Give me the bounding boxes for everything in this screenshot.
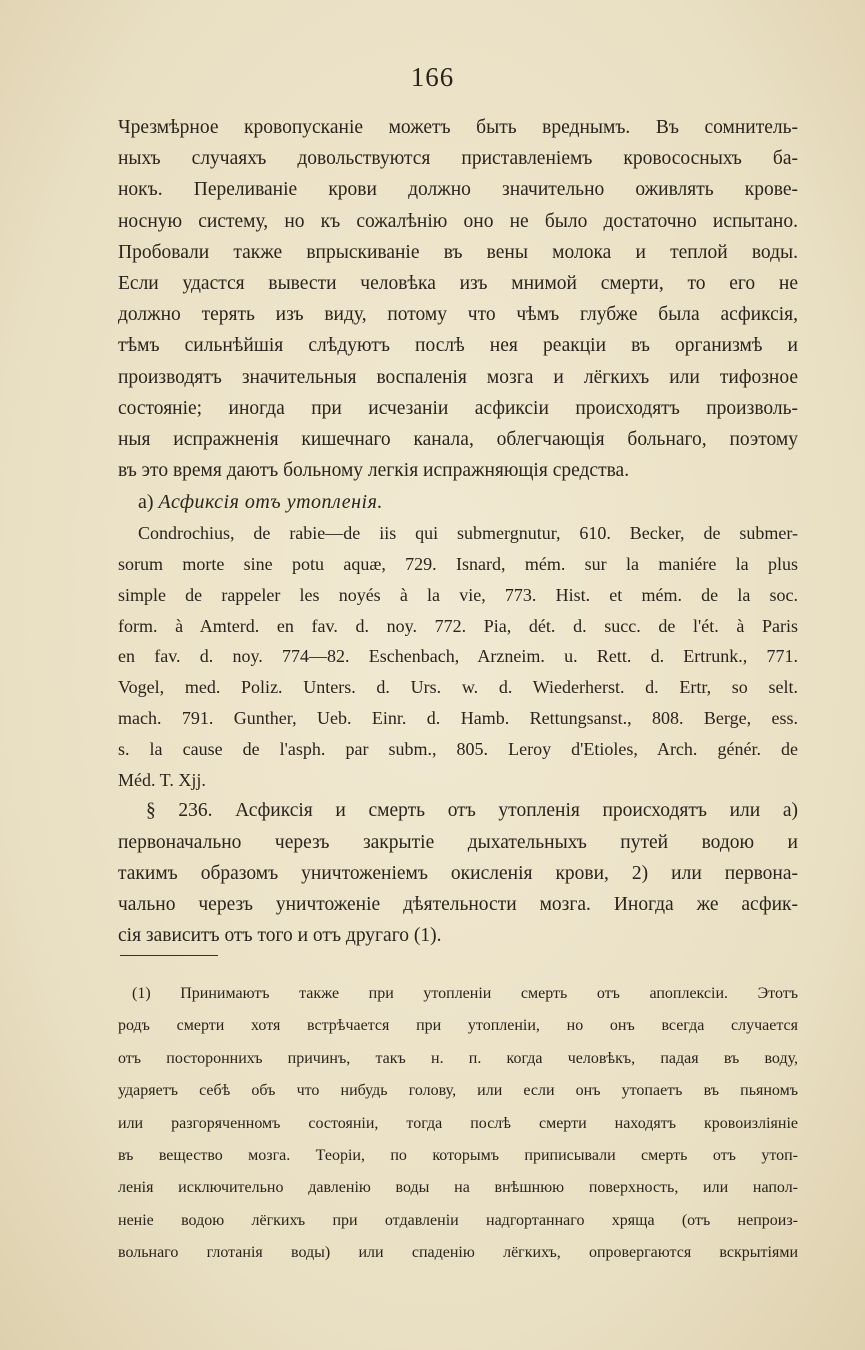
footnote-line: неніе водою лёгкихъ при отдавленіи надгортаннаго хряща (отъ непроиз- [118, 1211, 798, 1229]
text-line: § 236. Асфиксія и смерть отъ утопленія происходятъ или а) [146, 800, 798, 822]
text-line: въ это время даютъ больному легкія испражняющія средства. [118, 460, 630, 482]
footnote-line: ударяетъ себѣ объ что нибудь голову, или если онъ утопаетъ въ пьяномъ [118, 1082, 798, 1100]
text-line: чально черезъ уничтоженіе дѣятельности мозга. Иногда же асфик- [118, 893, 798, 915]
text-line: такимъ образомъ уничтоженіемъ окисленія крови, 2) или первона- [118, 862, 798, 884]
text-line: производятъ значительныя воспаленія мозга и лёгкихъ или тифозное [118, 366, 798, 388]
bibliography-line: Méd. T. Xjj. [118, 769, 206, 790]
bibliography-line: Vogel, med. Poliz. Unters. d. Urs. w. d. Wiederherst. d. Ertr, so selt. [118, 677, 798, 698]
section-marker: а) [138, 491, 154, 514]
text-line: носную систему, но къ сожалѣнію оно не было достаточно испытано. [118, 210, 798, 232]
text-line: первоначально черезъ закрытіе дыхательныхъ путей водою и [118, 831, 798, 853]
footnote-line: ленія исключительно давленію воды на внѣшнюю поверхность, или напол- [118, 1179, 798, 1197]
bibliography-line: mach. 791. Gunther, Ueb. Einr. d. Hamb. Rettungsanst., 808. Berge, ess. [118, 708, 798, 729]
text-line: ныхъ случаяхъ довольствуются приставленіемъ кровососныхъ ба- [118, 148, 798, 170]
text-line: должно терять изъ виду, потому что чѣмъ глубже была асфиксія, [118, 304, 798, 326]
footnote-divider [120, 955, 218, 956]
bibliography-line: form. à Amterd. en fav. d. noy. 772. Pia, dét. d. succ. de l'ét. à Paris [118, 615, 798, 636]
footnote [118, 978, 798, 1270]
main-text [118, 112, 798, 951]
paragraph-section-236 [118, 795, 798, 951]
text-line: нокъ. Переливаніе крови должно значительно оживлять крове- [118, 179, 798, 201]
page-number: 166 [410, 62, 455, 92]
text-line: Пробовали также впрыскиваніе въ вены молока и теплой воды. [118, 241, 798, 263]
text-line: сія зависитъ отъ того и отъ другаго (1). [118, 925, 442, 947]
text-line: ныя испражненія кишечнаго канала, облегчающія больнаго, поэтому [118, 428, 798, 450]
footnote-line: родъ смерти хотя встрѣчается при утопленіи, но онъ всегда случается [118, 1017, 798, 1035]
text-line: Если удастся вывести человѣка изъ мнимой смерти, то его не [118, 272, 798, 294]
section-heading [118, 486, 798, 518]
footnote-line: или разгоряченномъ состояніи, тогда послѣ смерти находятъ кровоизліяніе [118, 1114, 798, 1132]
footnote-line: вольнаго глотанія воды) или спаденію лёгкихъ, опровергаются вскрытіями [118, 1244, 798, 1262]
bibliography-line: Condrochius, de rabie—de iis qui submergnutur, 610. Becker, de submer- [138, 523, 798, 544]
bibliography-line: sorum morte sine potu aquæ, 729. Isnard, mém. sur la maniére la plus [118, 554, 798, 575]
text-line: состояніе; иногда при исчезаніи асфиксіи происходятъ произволь- [118, 397, 798, 419]
footnote-line: отъ постороннихъ причинъ, такъ н. п. когда человѣкъ, падая въ воду, [118, 1049, 798, 1067]
bibliography [118, 518, 798, 795]
text-line: тѣмъ сильнѣйшія слѣдуютъ послѣ нея реакціи въ организмѣ и [118, 335, 798, 357]
paragraph-treatment [118, 112, 798, 486]
bibliography-line: en fav. d. noy. 774—82. Eschenbach, Arzneim. u. Rett. d. Ertrunk., 771. [118, 646, 798, 667]
footnote-line: въ вещество мозга. Теоріи, по которымъ приписывали смерть отъ утоп- [118, 1146, 798, 1164]
footnote-line: (1) Принимаютъ также при утопленіи смерть отъ апоплексіи. Этотъ [132, 985, 798, 1002]
bibliography-line: simple de rappeler les noyés à la vie, 773. Hist. et mém. de la soc. [118, 584, 798, 605]
section-title: Асфиксія отъ утопленія. [158, 491, 383, 514]
text-line: Чрезмѣрное кровопусканіе можетъ быть вреднымъ. Въ сомнитель- [118, 117, 798, 138]
bibliography-line: s. la cause de l'asph. par subm., 805. Leroy d'Etioles, Arch. génér. de [118, 738, 798, 759]
